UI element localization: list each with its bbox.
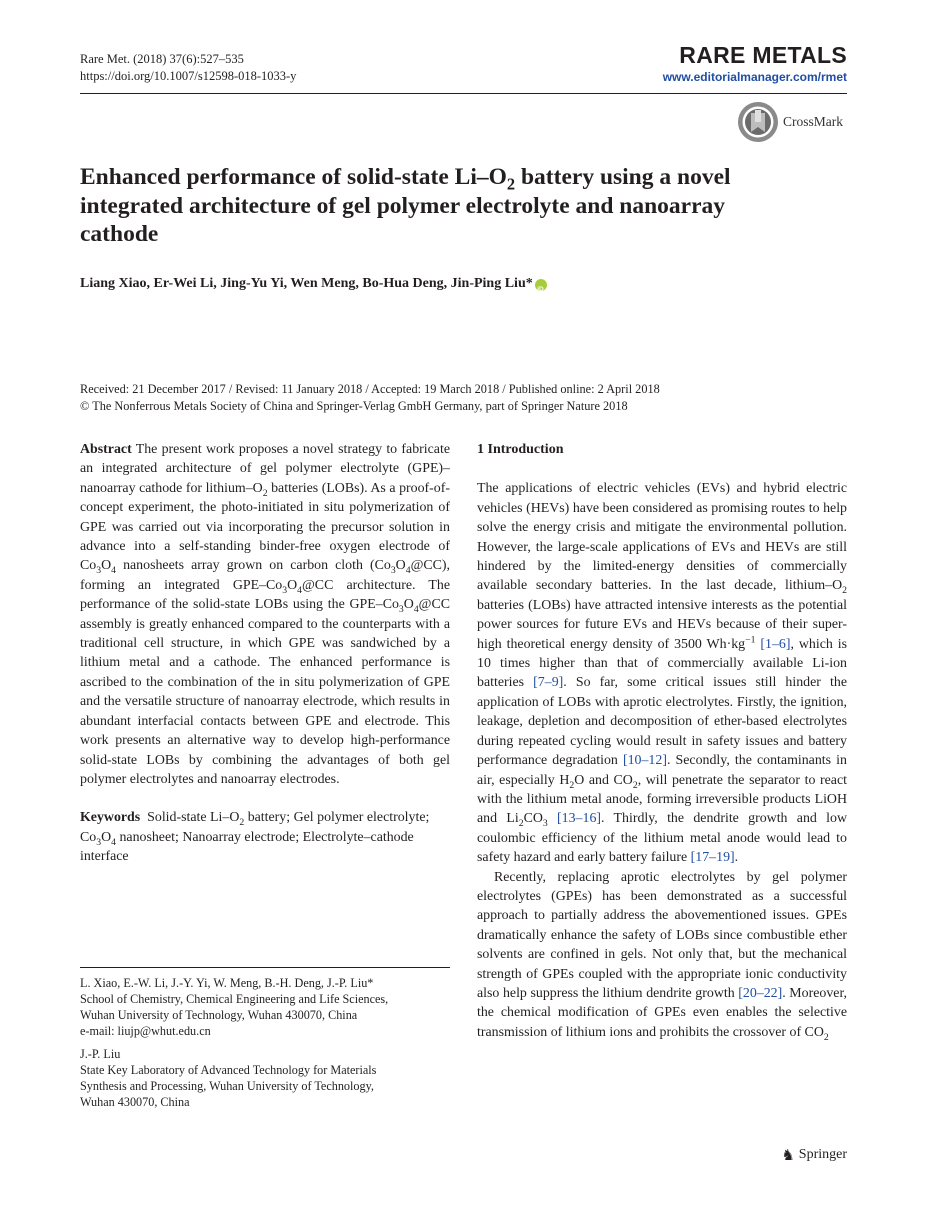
footnote-rule	[80, 967, 450, 968]
citation-link[interactable]: [13–16]	[557, 811, 602, 827]
doi-line[interactable]: https://doi.org/10.1007/s12598-018-1033-y	[80, 69, 297, 83]
right-column	[477, 440, 847, 1042]
citation-link[interactable]: [10–12]	[622, 753, 667, 769]
left-column	[80, 440, 450, 867]
crossmark-badge[interactable]	[737, 101, 843, 143]
citation-link[interactable]: [7–9]	[533, 675, 564, 691]
affil-line: Wuhan 430070, China	[80, 1095, 190, 1109]
abstract-label: Abstract	[80, 442, 132, 457]
crossmark-icon	[737, 101, 779, 143]
email-line[interactable]: e-mail: liujp@whut.edu.cn	[80, 1024, 211, 1038]
section-heading: 1 Introduction	[477, 442, 564, 457]
affil-line: Synthesis and Processing, Wuhan University of Technology,	[80, 1079, 374, 1093]
citation-link[interactable]: [20–22]	[738, 985, 783, 1001]
dates-line: Received: 21 December 2017 / Revised: 11 January 2018 / Accepted: 19 March 2018 / Published online: 2 April 2018	[80, 382, 660, 396]
keywords-paragraph: Keywords Solid-state $Li-O_2$ battery; Gel polymer electrolyte; $Co_3O_4$ nanosheet; Nanoarray electrode; Electrolyte–cathode interface	[80, 810, 430, 865]
affil-line: Wuhan University of Technology, Wuhan 430070, China	[80, 1008, 358, 1022]
article-title: Enhanced performance of solid-state $Li-O_2$ battery using a novel integrated architecture of gel polymer electrolyte and nanoarray cathode	[80, 164, 731, 247]
publisher-logo	[781, 1146, 847, 1164]
author-list	[80, 275, 547, 293]
affil-line: J.-P. Liu	[80, 1047, 121, 1061]
affil-line: L. Xiao, E.-W. Li, J.-Y. Yi, W. Meng, B.-H. Deng, J.-P. Liu*	[80, 976, 374, 990]
citation-link[interactable]: [1–6]	[760, 636, 791, 652]
citation-line: Rare Met. (2018) 37(6):527–535	[80, 52, 244, 66]
citation-header	[80, 51, 296, 85]
journal-name: RARE METALS	[679, 42, 847, 68]
article-history	[80, 381, 660, 415]
intro-paragraph-1: The applications of electric vehicles (EVs) and hybrid electric vehicles (HEVs) have been considered as promising routes to help solve the energy crisis and mitigate the environmental pollution. However, the large-scale applications of EVs and HEVs are still hindered by the limited-energy densities of commercially available secondary batteries. In the last decade, lithium–$O_2$ batteries (LOBs) have attracted intensive interests as the potential power sources for future EVs and HEVs because of their super-high theoretical energy density of 3500 $Wh\cdot kg^{-1}$ [1–6], which is 10 times higher than that of commercially available Li-ion batteries [7–9]. So far, some critical issues still hinder the application of LOBs with aprotic electrolytes. Firstly, the ignition, leakage, depletion and decomposition of ether-based electrolytes during repeated cycling would result in safety issues and battery performance degradation [10–12]. Secondly, the contaminants in air, especially $H_2O$ and $CO_2$, will penetrate the separator to react with the lithium metal anode, forming irreversible products LiOH and $Li_2CO_3$ [13–16]. Thirdly, the dendrite growth and low coulombic efficiency of the lithium metal anode would lead to safety hazard and early battery failure [17–19].	[477, 481, 847, 866]
citation-link[interactable]: [17–19]	[690, 850, 735, 866]
affiliations	[80, 975, 450, 1110]
publisher-name: Springer	[798, 1147, 847, 1162]
intro-paragraph-2: Recently, replacing aprotic electrolytes by gel polymer electrolytes (GPEs) has been demonstrated as a successful approach to partially address the abovementioned issues. GPEs dramatically enhance the safety of LOBs since combustible ether solvents are confined in gels. Not only that, but the mechanical strength of GPEs coupled with the appropriate ionic conductivity also help suppress the lithium dendrite growth [20–22]. Moreover, the chemical modification of GPEs even enables the selective transmission of lithium ions and prohibits the crossover of $CO_2$	[477, 869, 847, 1043]
springer-horse-icon: ♞	[781, 1146, 795, 1164]
journal-url-link[interactable]: www.editorialmanager.com/rmet	[662, 70, 847, 84]
affil-line: School of Chemistry, Chemical Engineering and Life Sciences,	[80, 992, 389, 1006]
keywords-label: Keywords	[80, 810, 141, 826]
crossmark-label: CrossMark	[783, 114, 843, 129]
affil-line: State Key Laboratory of Advanced Technology for Materials	[80, 1063, 377, 1077]
header-rule	[80, 93, 847, 94]
orcid-icon[interactable]	[535, 279, 547, 291]
abstract-paragraph: Abstract The present work proposes a novel strategy to fabricate an integrated architecture of gel polymer electrolyte (GPE)–nanoarray cathode for lithium–$O_2$ batteries (LOBs). As a proof-of-concept experiment, the photo-initiated in situ polymerization of GPE was carried out via incorporating the precursor solution in advance into a self-standing binder-free oxygen electrode of $Co_3O_4$ nanosheets array grown on carbon cloth $(Co_3O_4@CC)$, forming an integrated GPE–$Co_3O_4@CC$ architecture. The performance of the solid-state LOBs using the GPE–$Co_3O_4@CC$ assembly is greatly enhanced compared to the counterparts with a traditional cell structure, in which GPE was sandwiched by a lithium metal and a cathode. The enhanced performance is ascribed to the combination of the in situ polymerization of GPE and the versatile structure of nanoarray electrode, which results in abundant interfacial contacts between GPE and electrode. This work presents an alternative way to develop high-performance solid-state LOBs by combining the advantages of both gel polymer electrolytes and nanoarray electrodes.	[80, 442, 450, 787]
copyright-line: © The Nonferrous Metals Society of China and Springer-Verlag GmbH Germany, part of Springer Nature 2018	[80, 399, 628, 413]
authors-text: Liang Xiao, Er-Wei Li, Jing-Yu Yi, Wen Meng, Bo-Hua Deng, Jin-Ping Liu*	[80, 276, 533, 291]
journal-header	[663, 42, 847, 84]
